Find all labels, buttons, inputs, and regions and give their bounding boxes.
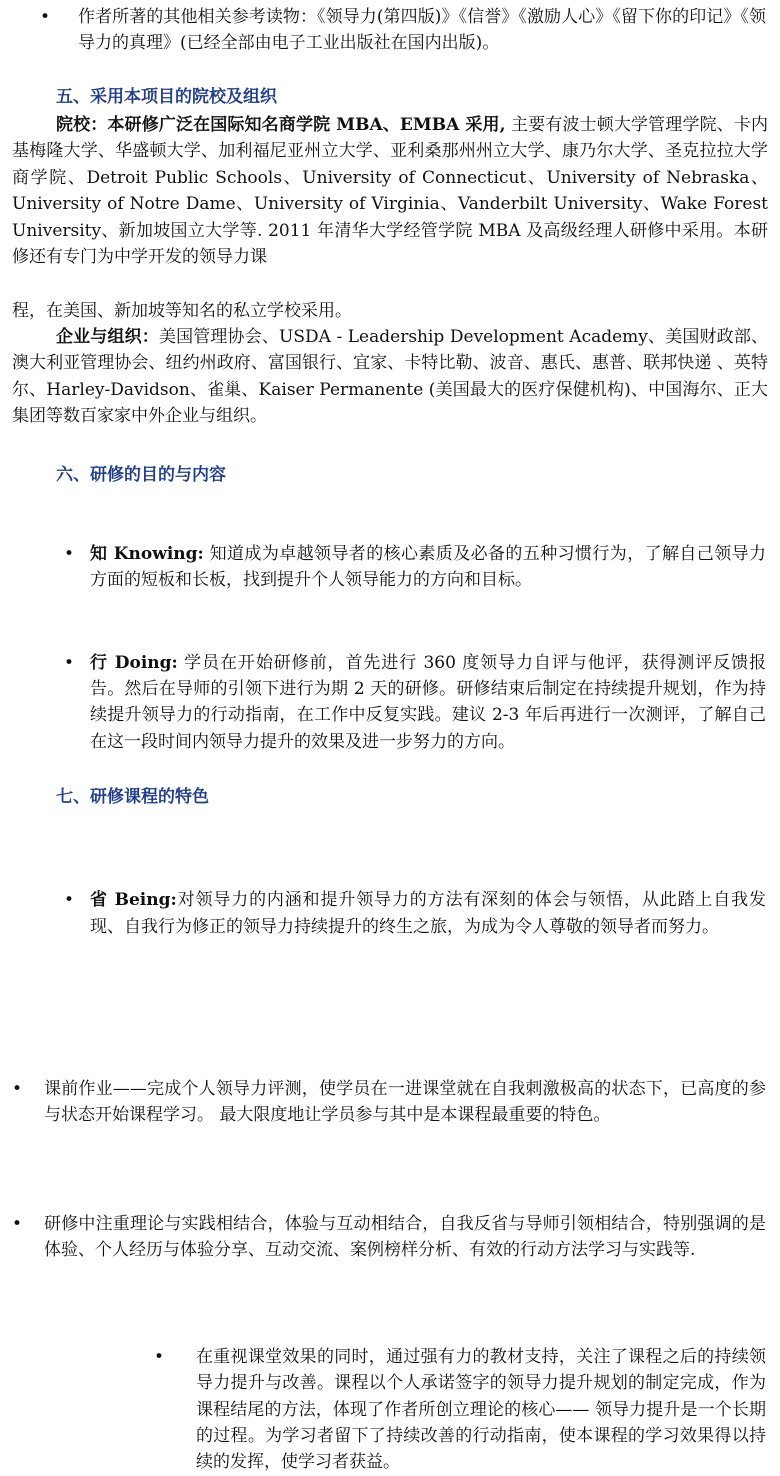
feature-item-practice	[0, 1211, 780, 1264]
sub-item-text: 在重视课堂效果的同时，通过强有力的教材支持，关注了课程之后的持续领导力提升与改善。课程以个人承诺签字的领导力提升规划的制定完成，作为课程结尾的方法，体现了作者所创立理论的核心—— 领导力提升是一个长期的过程。为学习者留下了持续改善的行动指南，使本课程的学习效果得以持续的发挥，使学习者获益。	[196, 1346, 766, 1473]
bullet-icon: •	[12, 1213, 23, 1234]
reference-books-item	[0, 4, 780, 57]
practice-text: 研修中注重理论与实践相结合，体验与互动相结合，自我反省与导师引领相结合，特别强调的是体验、个人经历与体验分享、互动交流、案例榜样分析、有效的行动方法学习与实践等.	[44, 1213, 766, 1261]
organizations-lead: 企业与组织：	[56, 327, 159, 347]
doing-text: 学员在开始研修前，首先进行 360 度领导力自评与他评，获得测评反馈报告。然后在导师的引领下进行为期 2 天的研修。研修结束后制定在持续提升规划，作为持续提升领导力的行动指南，在工作中反复实践。建议 2-3 年后再进行一次测评，了解自己在这一段时间内领导力提升的效果及进一步努力的方向。	[90, 652, 766, 752]
feature-sub-item	[0, 1344, 780, 1476]
bullet-icon: •	[64, 890, 75, 911]
being-text: 对领导力的内涵和提升领导力的方法有深刻的体会与领悟，从此踏上自我发现、自我行为修正的领导力持续提升的终生之旅，为成为令人尊敬的领导者而努力。	[90, 890, 766, 937]
schools-paragraph	[0, 112, 780, 270]
list-item-knowing	[0, 541, 780, 594]
schools-lead: 院校：本研修广泛在国际知名商学院 MBA、EMBA 采用,	[56, 115, 506, 135]
being-lead: 省 Being:	[90, 890, 177, 911]
bullet-icon: •	[64, 543, 75, 564]
doing-lead: 行 Doing:	[90, 652, 178, 673]
schools-cont-text: 程，在美国、新加坡等知名的私立学校采用。	[12, 301, 352, 321]
list-item-doing	[0, 650, 780, 756]
knowing-text: 知道成为卓越领导者的核心素质及必备的五种习惯行为，了解自己领导力方面的短板和长板，找到提升个人领导能力的方向和目标。	[90, 543, 766, 591]
section-6-heading: 六、研修的目的与内容	[56, 465, 226, 485]
pre-class-text: 课前作业——完成个人领导力评测，使学员在一进课堂就在自我刺激极高的状态下，已高度的参与状态开始课程学习。 最大限度地让学员参与其中是本课程最重要的特色。	[44, 1079, 766, 1126]
knowing-lead: 知 Knowing:	[90, 543, 204, 564]
bullet-icon: •	[154, 1346, 165, 1367]
bullet-icon: •	[64, 652, 75, 673]
section-7	[0, 784, 780, 810]
bullet-icon: •	[12, 1079, 23, 1100]
schools-continuation	[0, 298, 780, 324]
section-6	[0, 462, 780, 488]
feature-item-pre-class	[0, 1076, 780, 1129]
section-5-heading: 五、采用本项目的院校及组织	[56, 87, 277, 107]
organizations-text: 美国管理协会、USDA - Leadership Development Academy、美国财政部、澳大利亚管理协会、纽约州政府、富国银行、宜家、卡特比勒、波音、惠氏、惠普、联邦快递 、英特尔、Harley-Davidson、雀巢、Kaiser Permanente (美国最大的医疗保健机构)、中国海尔、正大集团等数百家家中外企业与组织。	[12, 327, 768, 427]
section-7-heading: 七、研修课程的特色	[56, 787, 209, 807]
organizations-paragraph	[0, 324, 780, 430]
list-item-being	[0, 887, 780, 940]
bullet-icon: •	[40, 7, 51, 27]
schools-text: 主要有波士顿大学管理学院、卡内基梅隆大学、华盛顿大学、加利福尼亚州立大学、亚利桑那州州立大学、康乃尔大学、圣克拉拉大学商学院、Detroit Public Schools、University of Connecticut、University of Nebraska、University of Notre Dame、University of Virginia、Vanderbilt University、Wake Forest University、新加坡国立大学等. 2011 年清华大学经管学院 MBA 及高级经理人研修中采用。本研修还有专门为中学开发的领导力课	[12, 115, 768, 268]
reference-books-text: 作者所著的其他相关参考读物：《领导力(第四版)》《信誉》《激励人心》《留下你的印记》《领导力的真理》(已经全部由电子工业出版社在国内出版)。	[78, 7, 766, 54]
section-5	[0, 84, 780, 110]
